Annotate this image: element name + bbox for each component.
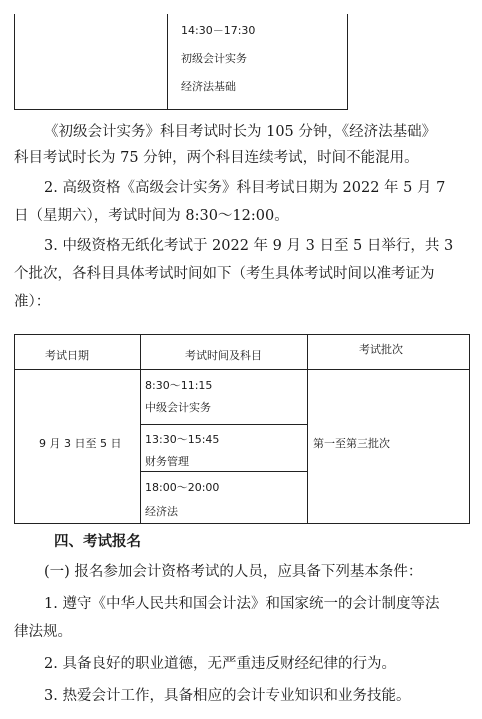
session-time: 18:00～20:00 xyxy=(145,481,220,494)
session-subject: 财务管理 xyxy=(145,455,189,468)
paragraph-line: 2. 具备良好的职业道德，无严重违反财经纪律的行为。 xyxy=(44,656,396,672)
table-header: 考试批次 xyxy=(359,343,403,356)
section-heading: 四、考试报名 xyxy=(54,533,141,550)
paragraph-line: 准）： xyxy=(14,294,51,310)
session-time: 14:30－17:30 xyxy=(181,24,256,37)
session-subject: 经济法 xyxy=(145,505,178,518)
paragraph-line: 《初级会计实务》科目考试时长为 105 分钟，《经济法基础》 xyxy=(44,124,437,140)
paragraph-line: 科目考试时长为 75 分钟，两个科目连续考试，时间不能混用。 xyxy=(14,150,419,166)
exam-schedule-table xyxy=(14,334,470,524)
session-subject: 初级会计实务 xyxy=(181,52,247,65)
paragraph-line: 1. 遵守《中华人民共和国会计法》和国家统一的会计制度等法 xyxy=(44,596,440,612)
paragraph-line: (一) 报名参加会计资格考试的人员，应具备下列基本条件： xyxy=(44,564,423,580)
paragraph-line: 2. 高级资格《高级会计实务》科目考试日期为 2022 年 5 月 7 xyxy=(44,180,446,196)
exam-batch: 第一至第三批次 xyxy=(313,437,390,450)
table-header: 考试日期 xyxy=(45,349,89,362)
session-subject: 中级会计实务 xyxy=(145,401,211,414)
session-subject: 经济法基础 xyxy=(181,80,236,93)
table-row-line xyxy=(140,471,307,472)
table-divider xyxy=(167,14,168,109)
paragraph-line: 3. 热爱会计工作，具备相应的会计专业知识和业务技能。 xyxy=(44,688,411,704)
top-table-fragment xyxy=(14,14,348,110)
paragraph-line: 3. 中级资格无纸化考试于 2022 年 9 月 3 日至 5 日举行，共 3 xyxy=(44,238,454,254)
session-time: 13:30～15:45 xyxy=(145,433,220,446)
paragraph-line: 日（星期六），考试时间为 8:30～12:00。 xyxy=(14,208,289,224)
table-row-line xyxy=(15,369,469,370)
paragraph-line: 律法规。 xyxy=(14,624,72,640)
table-col-line xyxy=(140,335,141,523)
table-col-line xyxy=(307,335,308,523)
exam-date: 9 月 3 日至 5 日 xyxy=(39,437,122,450)
paragraph-line: 个批次，各科目具体考试时间如下（考生具体考试时间以准考证为 xyxy=(14,266,435,282)
table-header: 考试时间及科目 xyxy=(185,349,262,362)
session-time: 8:30～11:15 xyxy=(145,379,213,392)
table-row-line xyxy=(140,424,307,425)
